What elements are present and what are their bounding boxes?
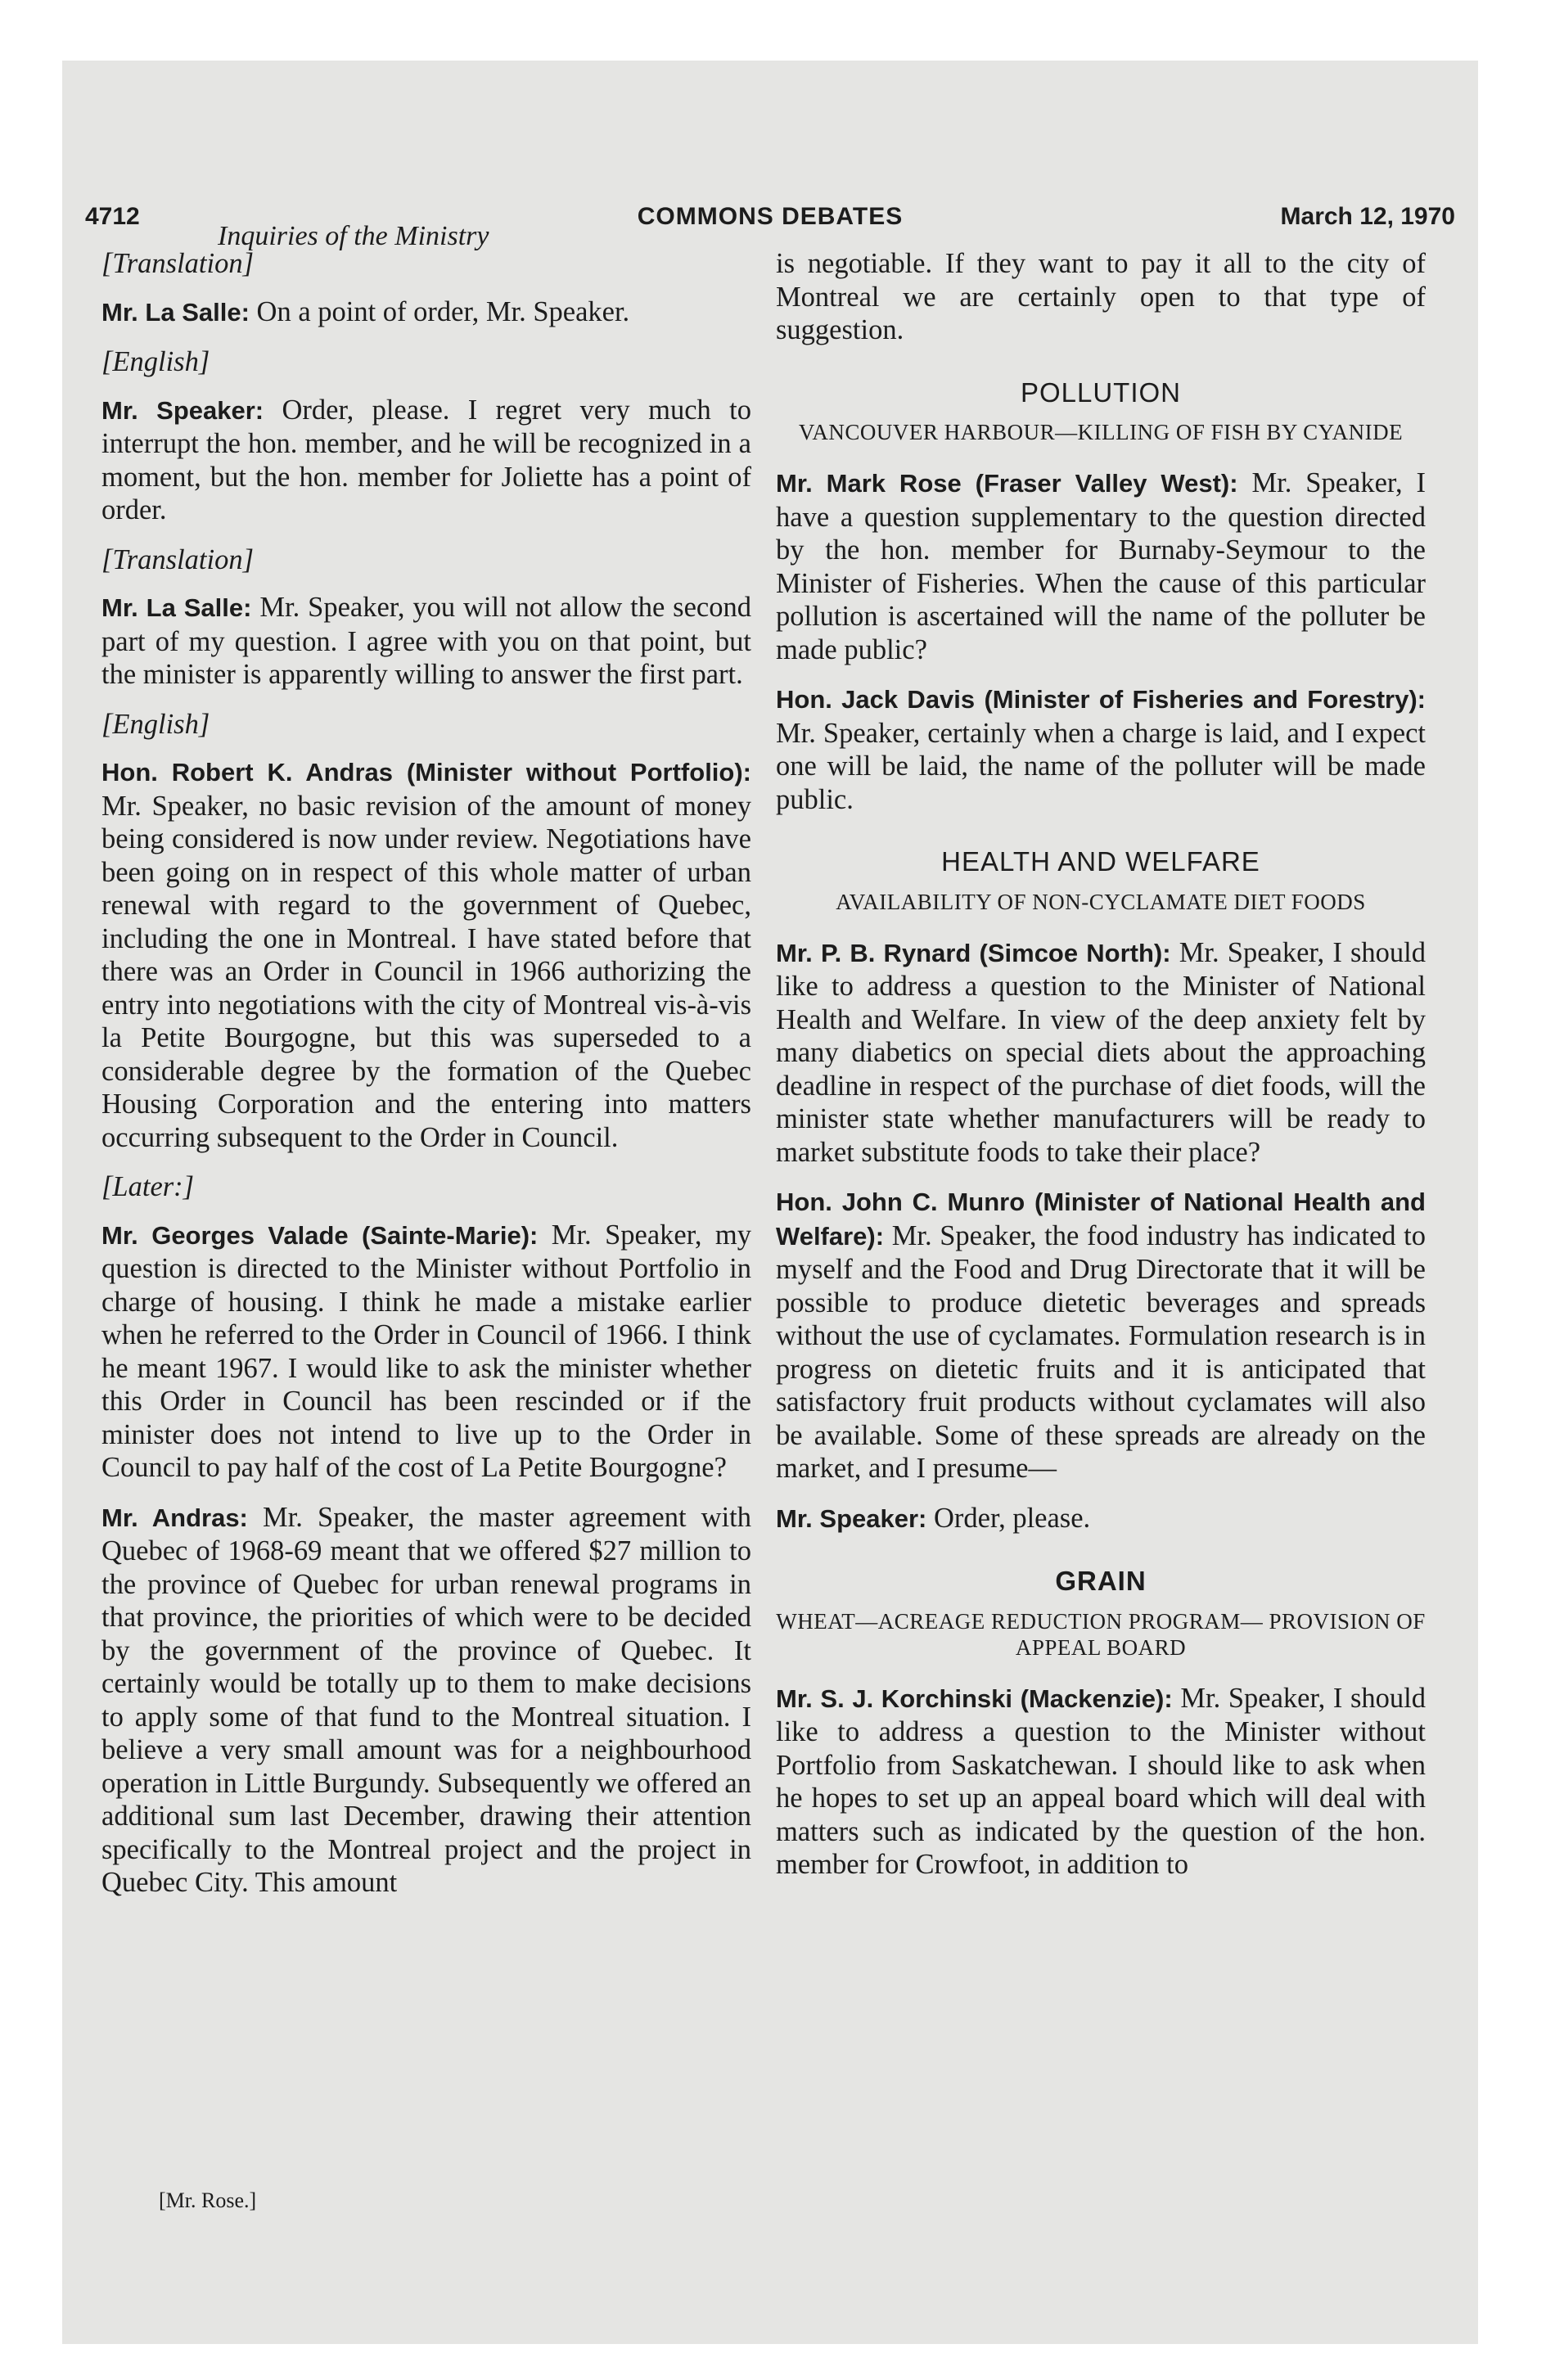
section-heading: HEALTH AND WELFARE	[941, 846, 1260, 877]
speaker: Mr. La Salle:	[101, 593, 252, 622]
speaker: Mr. Andras:	[101, 1503, 248, 1532]
paragraph	[101, 591, 751, 692]
speaker: Hon. Robert K. Andras (Minister without Portfolio):	[101, 758, 751, 787]
paragraph	[101, 1219, 751, 1485]
paragraph: is negotiable. If they want to pay it all to the city of Montreal we are certainly open to that type of suggestion.	[776, 248, 1426, 345]
section-heading: GRAIN	[1055, 1566, 1147, 1596]
paragraph	[776, 1682, 1426, 1882]
speech: Mr. Speaker, no basic revision of the amount of money being considered is now under review. Negotiations have been going on in respect of this whole matter of urban renewal with regard to the government of Quebec, including the one in Montreal. I have stated before that there was an Order in Council in 1966 authorizing the entry into negotiations with the city of Montreal vis-à-vis la Petite Bourgogne, but this was superseded to a considerable degree by the formation of the Quebec Housing Corporation and the entering into matters occurring subsequent to the Order in Council.	[101, 790, 751, 1153]
language-note: [Translation]	[101, 248, 254, 279]
paragraph	[776, 1185, 1426, 1485]
speech: Order, please.	[926, 1502, 1091, 1534]
speaker: Mr. P. B. Rynard (Simcoe North):	[776, 938, 1171, 967]
speaker: Mr. S. J. Korchinski (Mackenzie):	[776, 1684, 1173, 1713]
speaker: Mr. La Salle:	[101, 297, 250, 327]
language-note: [English]	[101, 346, 210, 377]
section-heading: POLLUTION	[1020, 376, 1182, 408]
language-note: [Later:]	[101, 1171, 195, 1202]
speech: Mr. Speaker, I should like to address a question to the Minister without Portfolio from Saskatchewan. I should like to ask when he hopes to set up an appeal board which will deal with matters such as indicated by the question of the hon. member for Crowfoot, in addition to	[776, 1682, 1427, 1880]
speech: On a point of order, Mr. Speaker.	[249, 295, 630, 327]
speaker: Mr. Speaker:	[776, 1503, 927, 1533]
speech: Order, please. I regret very much to interrupt the hon. member, and he will be recognized in a moment, but the hon. member for Joliette has a point of order.	[101, 394, 751, 525]
speech: Mr. Speaker, I should like to address a question to the Minister of National Health and Welfare. In view of the deep anxiety felt by many diabetics on special diets about the approaching deadline in respect of the purchase of diet foods, will the minister state whether manufacturers will be ready to market substitute foods to take their place?	[776, 936, 1427, 1168]
language-note: [English]	[101, 708, 210, 740]
speech: Mr. Speaker, you will not allow the second part of my question. I agree with you on that point, but the minister is apparently willing to answer the first part.	[101, 592, 751, 690]
paragraph	[776, 683, 1426, 816]
speech: Mr. Speaker, certainly when a charge is laid, and I expect one will be laid, the name of the polluter will be made public.	[776, 717, 1426, 815]
footnote: [Mr. Rose.]	[159, 2188, 257, 2212]
speaker: Hon. John C. Munro (Minister of National Health and Welfare):	[776, 1188, 1426, 1251]
subsection-heading: VANCOUVER HARBOUR—KILLING OF FISH BY CYANIDE	[798, 420, 1404, 444]
speaker: Mr. Georges Valade (Sainte-Marie):	[101, 1220, 539, 1250]
language-note: [Translation]	[101, 543, 254, 575]
speech: Mr. Speaker, I have a question supplementary to the question directed by the hon. member for Burnaby-Seymour to the Minister of Fisheries. When the cause of this particular pollution is ascertained will the name of the polluter be made public?	[776, 467, 1427, 665]
speaker: Mr. Mark Rose (Fraser Valley West):	[776, 469, 1238, 498]
speech: Mr. Speaker, my question is directed to the Minister without Portfolio in charge of housing. I think he made a mistake earlier when he referred to the Order in Council of 1966. I think he meant 1967. I would like to ask the minister whether this Order in Council has been rescinded or if the minister does not intend to live up to the Order in Council to pay half of the cost of La Petite Bourgogne?	[101, 1219, 751, 1483]
paragraph	[776, 936, 1426, 1170]
speech: Mr. Speaker, the master agreement with Quebec of 1968-69 meant that we offered $27 million to the province of Quebec for urban renewal programs in that province, the priorities of which were to be decided by the government of the province of Quebec. It certainly would be totally up to them to make decisions to apply some of that fund to the Montreal situation. I believe a very small amount was for a neighbourhood operation in Little Burgundy. Subsequently we offered an additional sum last December, drawing their attention specifically to the Montreal project and the project in Quebec City. This amount	[101, 1501, 751, 1898]
left-column	[101, 247, 751, 1916]
subsection-heading: WHEAT—ACREAGE REDUCTION PROGRAM— PROVISION OF APPEAL BOARD	[776, 1608, 1426, 1660]
page	[62, 61, 1478, 2344]
paragraph	[776, 467, 1426, 666]
publication-title: COMMONS DEBATES	[637, 203, 904, 230]
paragraph	[776, 1502, 1426, 1536]
paragraph	[101, 295, 751, 330]
right-column	[776, 247, 1426, 1898]
speaker: Hon. Jack Davis (Minister of Fisheries and Forestry):	[776, 685, 1426, 714]
page-number: 4712	[85, 203, 140, 230]
paragraph	[101, 394, 751, 527]
subsection-heading: AVAILABILITY OF NON-CYCLAMATE DIET FOODS	[836, 889, 1366, 914]
paragraph	[101, 1501, 751, 1900]
speech: Mr. Speaker, the food industry has indicated to myself and the Food and Drug Directorate that it will be possible to produce dietetic beverages and spreads without the use of cyclamates. Formulation research is in progress on dietetic fruits and it is anticipated that satisfactory fruit products without cyclamates will also be available. Some of these spreads are already on the market, and I presume—	[776, 1219, 1426, 1484]
speaker: Mr. Speaker:	[101, 395, 264, 425]
paragraph	[101, 755, 751, 1154]
running-head: Inquiries of the Ministry	[218, 221, 489, 251]
page-date: March 12, 1970	[1280, 203, 1455, 230]
